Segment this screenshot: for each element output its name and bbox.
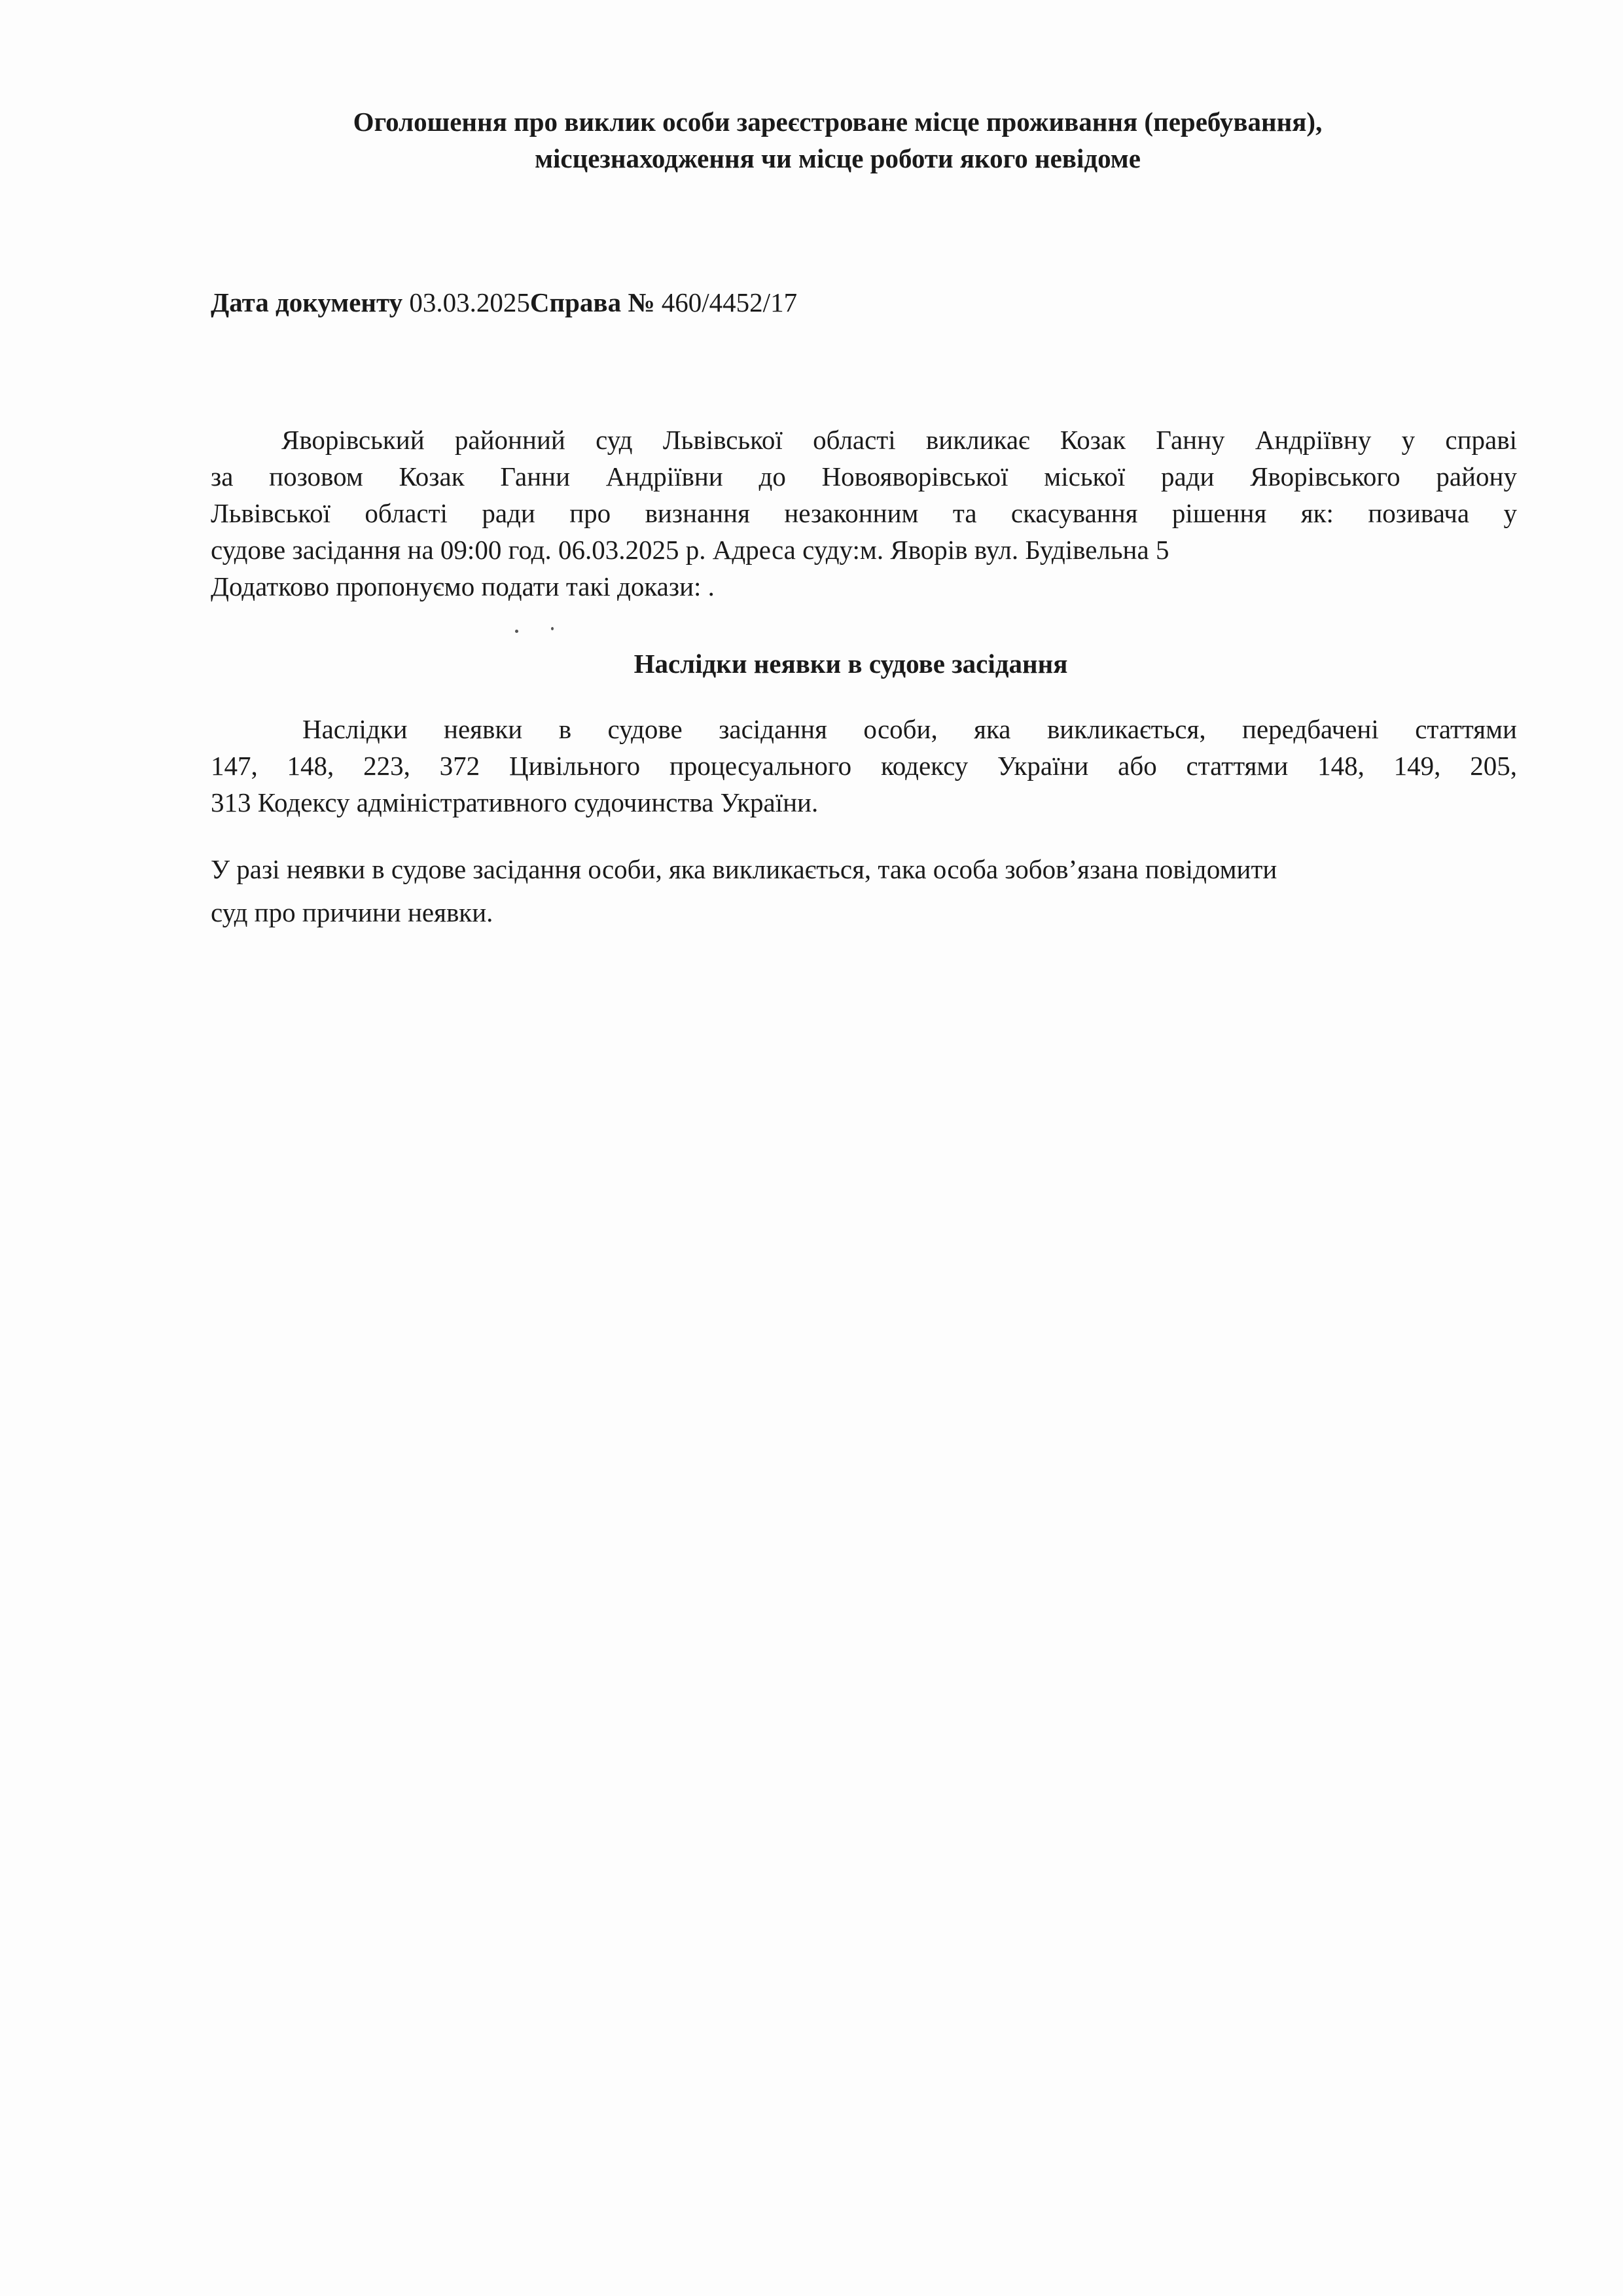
document-title — [209, 103, 1466, 177]
title-line-2: місцезнаходження чи місце роботи якого невідоме — [535, 143, 1141, 173]
scan-speck — [515, 630, 518, 633]
summons-line-4: судове засідання на 09:00 год. 06.03.2025 р. Адреса суду:м. Яворів вул. Будівельна 5 — [211, 535, 1169, 565]
consequences-paragraph — [211, 711, 1517, 821]
obligation-line-2: суд про причини неявки. — [211, 897, 493, 927]
consequences-line-2: 147, 148, 223, 372 Цивільного процесуального кодексу України або статтями 148, 149, 205, — [211, 751, 1517, 781]
summons-line-2: за позовом Козак Ганни Андріївни до Новояворівської міської ради Яворівського району — [211, 461, 1517, 492]
title-line-1: Оголошення про виклик особи зареєстроване місце проживання (перебування), — [353, 107, 1323, 137]
consequences-line-3: 313 Кодексу адміністративного судочинства України. — [211, 787, 819, 817]
document-meta — [211, 284, 797, 321]
case-label: Справа № — [529, 287, 655, 317]
summons-paragraph — [211, 422, 1517, 605]
date-label: Дата документу — [211, 287, 403, 317]
summons-line-1: Яворівський районний суд Львівської області викликає Козак Ганну Андріївну у справі — [281, 425, 1517, 455]
summons-line-5: Додатково пропонуємо подати такі докази: . — [211, 571, 715, 601]
summons-line-3: Львівської області ради про визнання незаконним та скасування рішення як: позивача у — [211, 498, 1517, 528]
scan-speck — [551, 627, 554, 630]
obligation-paragraph — [211, 851, 1517, 931]
obligation-line-1: У разі неявки в судове засідання особи, яка викликається, така особа зобов’язана повідомити — [211, 854, 1277, 884]
case-number: 460/4452/17 — [661, 287, 798, 317]
consequences-line-1: Наслідки неявки в судове засідання особи, яка викликається, передбачені статтями — [302, 714, 1517, 744]
consequences-heading: Наслідки неявки в судове засідання — [633, 649, 1068, 679]
date-value: 03.03.2025 — [409, 287, 530, 317]
